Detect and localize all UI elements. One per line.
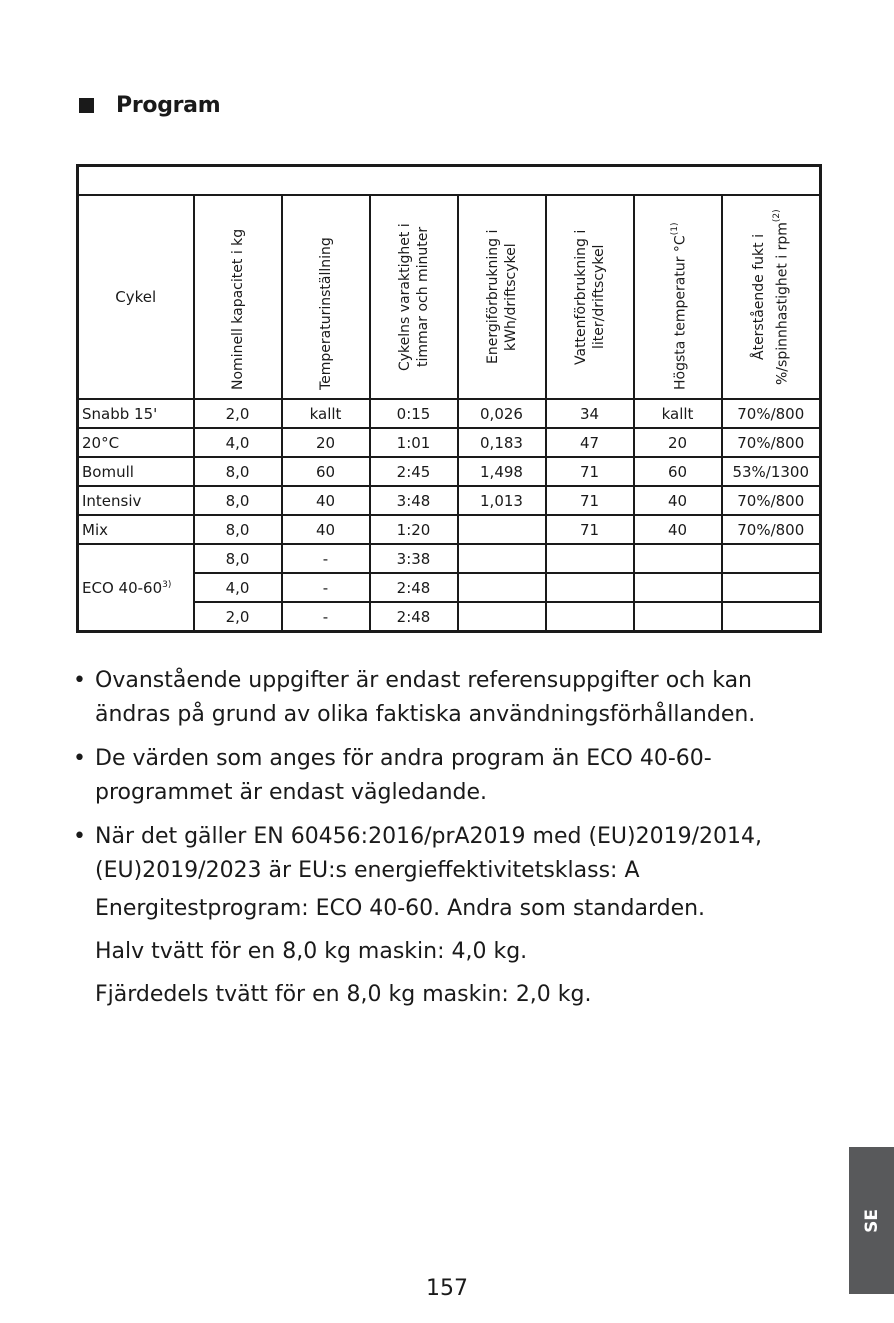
table-cell: 0:15	[370, 399, 458, 428]
table-cell: 1,498	[458, 457, 546, 486]
table-cell: 8,0	[194, 457, 282, 486]
table-cell: 8,0	[194, 515, 282, 544]
header-energy: Energiförbrukning i kWh/driftscykel	[458, 195, 546, 399]
table-cell: 2:48	[370, 573, 458, 602]
table-cell: 70%/800	[722, 399, 821, 428]
table-cell: -	[282, 544, 370, 573]
table-cell: 2:45	[370, 457, 458, 486]
square-bullet-icon	[79, 98, 94, 113]
language-tab: SE	[849, 1147, 894, 1294]
table-cell: 40	[634, 515, 722, 544]
cycle-name: Mix	[78, 515, 194, 544]
table-cell: 60	[634, 457, 722, 486]
table-row	[78, 515, 821, 544]
table-row	[78, 457, 821, 486]
table-cell: 40	[634, 486, 722, 515]
table-cell	[546, 602, 634, 632]
table-cell: 3:38	[370, 544, 458, 573]
table-cell	[458, 544, 546, 573]
table-cell: 40	[282, 515, 370, 544]
paragraph-test-program: Energitestprogram: ECO 40-60. Andra som standarden.	[95, 896, 706, 921]
table-row	[78, 544, 821, 573]
header-duration: Cykelns varaktighet i timmar och minuter	[370, 195, 458, 399]
table-cell: 70%/800	[722, 428, 821, 457]
cycle-name-eco: ECO 40-60$^{3)}$	[78, 544, 194, 632]
table-cell: 1:01	[370, 428, 458, 457]
table-cell	[722, 602, 821, 632]
table-top-bar	[78, 166, 821, 196]
table-cell: 8,0	[194, 486, 282, 515]
table-cell	[722, 573, 821, 602]
table-cell: 71	[546, 515, 634, 544]
table-row	[78, 399, 821, 428]
header-temp-setting: Temperaturinställning	[282, 195, 370, 399]
table-cell: 1,013	[458, 486, 546, 515]
header-capacity: Nominell kapacitet i kg	[194, 195, 282, 399]
table-cell: 40	[282, 486, 370, 515]
note-text: Ovanstående uppgifter är endast referensuppgifter och kan ändras på grund av olika faktiska användningsförhållanden.	[95, 668, 756, 727]
page-title: Program	[116, 93, 221, 118]
table-cell: 70%/800	[722, 486, 821, 515]
note-text: De värden som anges för andra program än ECO 40-60-programmet är endast vägledande.	[95, 746, 712, 805]
table-cell: 34	[546, 399, 634, 428]
table-row	[78, 428, 821, 457]
notes-list	[73, 664, 793, 898]
note-text: När det gäller EN 60456:2016/prA2019 med (EU)2019/2014, (EU)2019/2023 är EU:s energieffektivitetsklass: A	[95, 824, 763, 883]
table-cell: 1:20	[370, 515, 458, 544]
cycle-name: Snabb 15'	[78, 399, 194, 428]
table-cell: 53%/1300	[722, 457, 821, 486]
table-cell: 0,183	[458, 428, 546, 457]
header-moisture: Återstående fukt i %/spinnhastighet i rpm$^{(2)}$	[722, 195, 821, 399]
table-row	[78, 486, 821, 515]
table-cell: kallt	[634, 399, 722, 428]
program-table	[76, 164, 822, 633]
note-item	[73, 820, 793, 888]
table-cell: 3:48	[370, 486, 458, 515]
bullet-dot-icon: •	[73, 746, 86, 771]
note-item	[73, 742, 793, 810]
table-cell	[722, 544, 821, 573]
table-cell: 60	[282, 457, 370, 486]
table-cell	[634, 573, 722, 602]
table-cell: 20	[282, 428, 370, 457]
table-cell: 2,0	[194, 399, 282, 428]
section-heading	[79, 93, 220, 118]
table-cell: 71	[546, 457, 634, 486]
cycle-name: Intensiv	[78, 486, 194, 515]
table-cell	[458, 515, 546, 544]
table-cell: kallt	[282, 399, 370, 428]
bullet-dot-icon: •	[73, 824, 86, 849]
paragraph-half-load: Halv tvätt för en 8,0 kg maskin: 4,0 kg.	[95, 939, 528, 964]
table-cell: -	[282, 602, 370, 632]
header-max-temp: Högsta temperatur $^\circ C^{(1)}$	[634, 195, 722, 399]
table-cell	[634, 602, 722, 632]
table-cell: 71	[546, 486, 634, 515]
table-cell: 4,0	[194, 428, 282, 457]
table-cell: 20	[634, 428, 722, 457]
table-cell: 47	[546, 428, 634, 457]
table-cell: 2,0	[194, 602, 282, 632]
bullet-dot-icon: •	[73, 668, 86, 693]
header-water: Vattenförbrukning i liter/driftscykel	[546, 195, 634, 399]
cycle-name: Bomull	[78, 457, 194, 486]
table-cell	[546, 544, 634, 573]
page-number: 157	[426, 1276, 468, 1301]
table-cell	[458, 573, 546, 602]
table-cell: 0,026	[458, 399, 546, 428]
table-header-row	[78, 195, 821, 399]
table-cell	[458, 602, 546, 632]
cycle-name: 20°C	[78, 428, 194, 457]
table-cell	[546, 573, 634, 602]
header-cycle: Cykel	[78, 195, 194, 399]
table-cell: 8,0	[194, 544, 282, 573]
table-cell: 70%/800	[722, 515, 821, 544]
table-cell: -	[282, 573, 370, 602]
table-cell: 4,0	[194, 573, 282, 602]
note-item	[73, 664, 793, 732]
table-cell	[634, 544, 722, 573]
paragraph-quarter-load: Fjärdedels tvätt för en 8,0 kg maskin: 2,0 kg.	[95, 982, 592, 1007]
table-cell: 2:48	[370, 602, 458, 632]
